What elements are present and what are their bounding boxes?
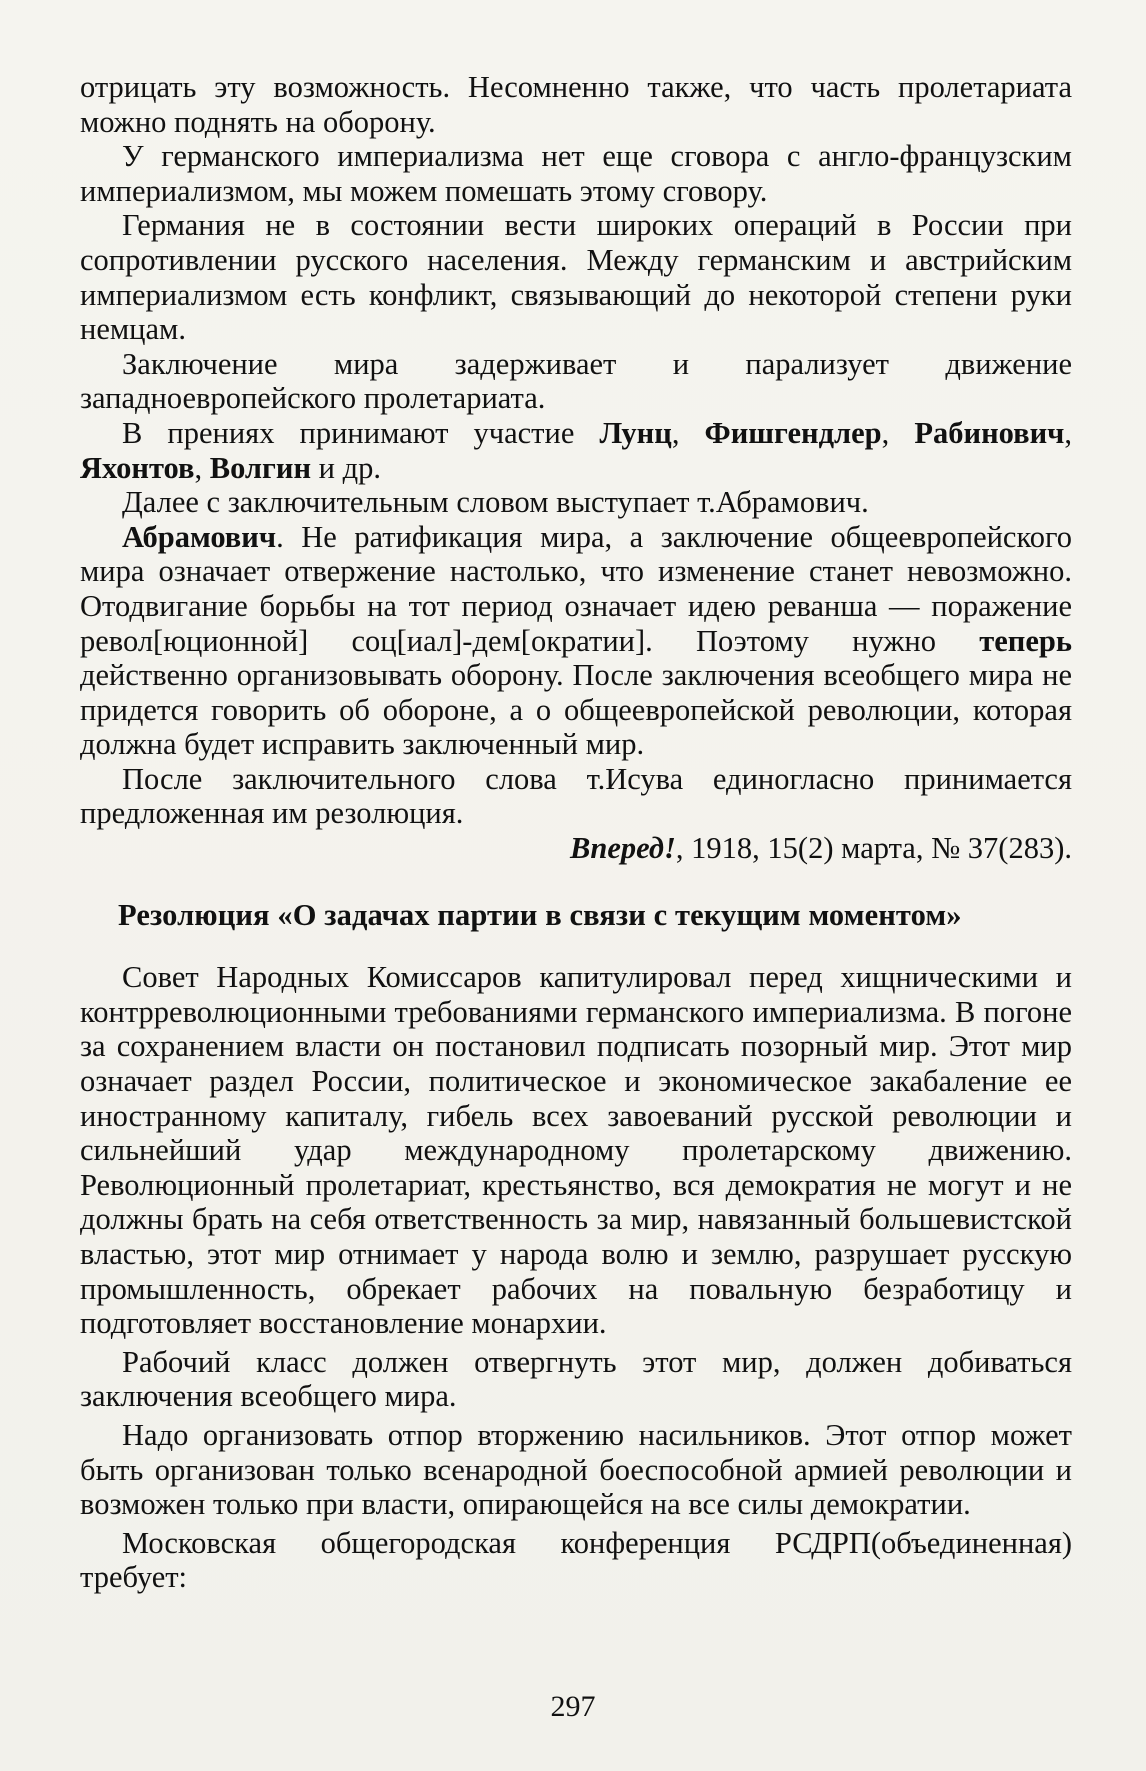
paragraph-abramovich-speech: Абрамович. Не ратификация мира, а заключение общеевропейского мира означает отвержение настолько, что изменение станет невозможно. Отодвигание борьбы на тот период означает идею реванша — поражение револ[юционной] соц[иал]-дем[ократии]. Поэтому нужно теперь действенно организовывать оборону. После заключения всеобщего мира не придется говорить об обороне, а о общеевропейской революции, которая должна будет исправить заключенный мир.	[80, 519, 1072, 762]
paragraph-continuation: отрицать эту возможность. Несомненно также, что часть пролетариата можно поднять на оборону.	[80, 70, 1072, 139]
source-name: Вперед!	[570, 831, 676, 866]
source-citation	[80, 831, 1072, 866]
paragraph-german-imperialism: У германского империализма нет еще сговора с англо-французским империализмом, мы можем помешать этому сговору.	[80, 139, 1072, 208]
resolution-title: Резолюция «О задачах партии в связи с текущим моментом»	[118, 897, 962, 932]
paragraph-peace-delays: Заключение мира задерживает и парализует движение западноевропейского пролетариата.	[80, 346, 1072, 416]
page-number: 297	[550, 1690, 596, 1723]
paragraph-germany-russia: Германия не в состоянии вести широких операций в России при сопротивлении русского населения. Между германским и австрийским империализмом есть конфликт, связывающий до некоторой степени руки немцам.	[80, 208, 1072, 347]
resolution-paragraph: Совет Народных Комиссаров капитулировал перед хищническими и контрреволюционными требованиями германского империализма. В погоне за сохранением власти он постановил подписать позорный мир. Этот мир означает раздел России, политическое и экономическое закабаление ее иностранному капиталу, гибель всех завоеваний русской революции и сильнейший удар международному пролетарскому движению. Революционный пролетариат, крестьянство, вся демократия не могут и не должны брать на себя ответственность за мир, навязанный большевистской властью, этот мир отнимает у народа волю и землю, разрушает русскую промышленность, обрекает рабочих на повальную безработицу и подготовляет восстановление монархии.	[80, 960, 1072, 1341]
emphasis-word: теперь	[979, 623, 1072, 658]
paragraph-debate: В прениях принимают участие Лунц, Фишгендлер, Рабинович, Яхонтов, Волгин и др.	[80, 415, 1073, 485]
source-details: , 1918, 15(2) марта, № 37(283).	[675, 831, 1072, 866]
resolution-paragraph: Надо организовать отпор вторжению насильников. Этот отпор может быть организован только всенародной боеспособной армией революции и возможен только при власти, опирающейся на все силы демократии.	[80, 1417, 1072, 1522]
debate-name: Волгин	[209, 450, 312, 485]
body-text	[80, 70, 1072, 1595]
debate-name: Яхонтов	[80, 450, 195, 485]
paragraph-after-closing: После заключительного слова т.Исува единогласно принимается предложенная им резолюция.	[80, 761, 1072, 831]
paragraph-closing-intro: Далее с заключительным словом выступает т.Абрамович.	[122, 485, 869, 520]
debate-prefix: В прениях принимают участие	[122, 415, 600, 450]
debate-name: Лунц	[599, 415, 672, 450]
debate-name: Рабинович	[914, 415, 1065, 450]
resolution-paragraph: Рабочий класс должен отвергнуть этот мир, должен добиваться заключения всеобщего мира.	[80, 1344, 1072, 1414]
debate-name: Фишгендлер	[704, 415, 882, 450]
resolution-paragraph: Московская общегородская конференция РСДРП(объединенная) требует:	[80, 1525, 1072, 1595]
speaker-name: Абрамович	[122, 519, 277, 554]
